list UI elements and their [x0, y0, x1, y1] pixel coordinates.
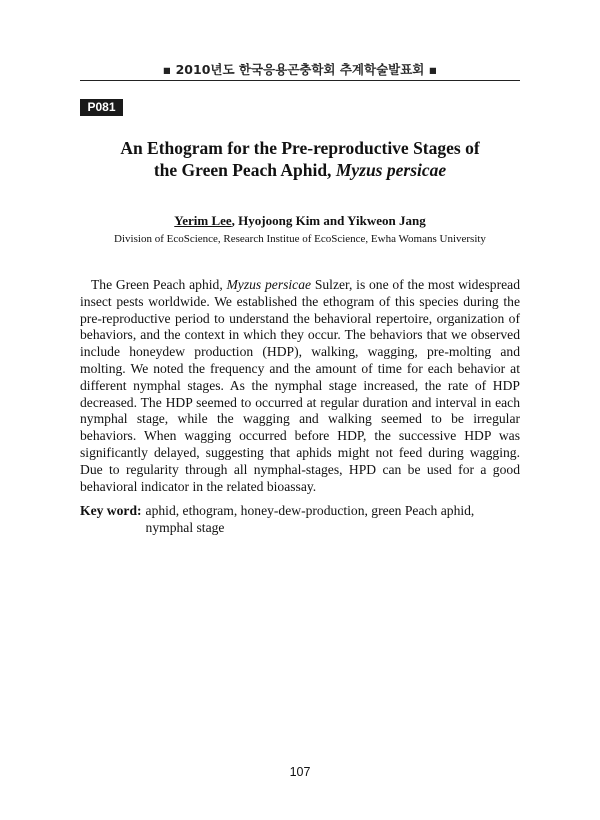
keywords-list: aphid, ethogram, honey-dew-production, green Peach aphid, nymphal stage — [145, 503, 475, 535]
species-name-title: Myzus persicae — [335, 160, 447, 180]
author-list — [0, 213, 600, 229]
header-rule — [80, 80, 520, 81]
abstract-body: Sulzer, is one of the most widespread insect pests worldwide. We established the ethogram of this species during the pre-reproductive period to understand the behavioral repertoire, organization of behaviors, and the context in which they occur. The behaviors that we observed include honeydew production (HDP), walking, wagging, pre-molting and molting. We noted the frequency and the amount of time for each behavior at different nymphal stages. As the nymphal stage increased, the rate of HDP decreased. The HDP seemed to occurred at regular duration and interval in each nymphal stage, while the wagging and walking seemed to be irregular behaviors. When wagging occurred before HDP, the successive HDP was significantly delayed, suggesting that aphids might not feed during wagging. Due to regularity through all nymphal-stages, HPD can be used for a good behavioral indicator in the related bioassay. — [80, 277, 520, 494]
keywords-label: Key word: — [80, 503, 142, 518]
species-name-abstract: Myzus persicae — [226, 277, 312, 292]
affiliation: Division of EcoScience, Research Institue of EcoScience, Ewha Womans University — [114, 233, 486, 245]
title-line-1: An Ethogram for the Pre-reproductive Stages of — [120, 138, 480, 158]
page-number: 107 — [289, 765, 311, 779]
proceedings-header: ▪ 2010년도 한국응용곤충학회 추계학술발표회 ▪ — [162, 62, 438, 77]
paper-title — [40, 137, 560, 181]
keywords — [80, 502, 520, 536]
abstract-intro: The Green Peach aphid, — [91, 277, 227, 292]
title-line-2 — [40, 159, 560, 181]
co-authors: , Hyojoong Kim and Yikweon Jang — [231, 213, 426, 228]
abstract — [80, 277, 520, 495]
paper-code-badge: P081 — [80, 99, 123, 116]
title-line-2-text: the Green Peach Aphid, — [153, 160, 336, 180]
presenting-author: Yerim Lee — [174, 213, 232, 228]
